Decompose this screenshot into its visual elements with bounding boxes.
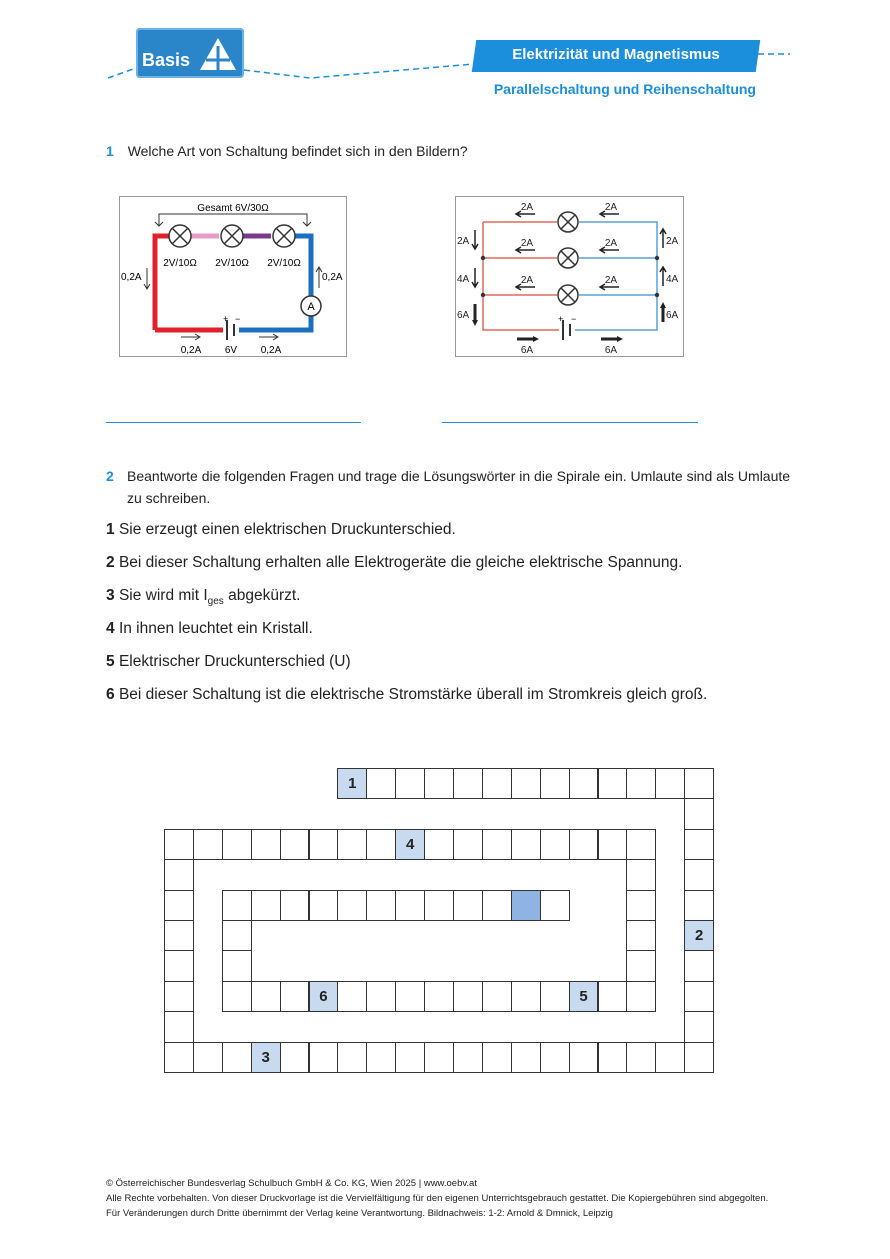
spiral-cell[interactable] [626, 950, 656, 981]
page-subtitle: Parallelschaltung und Reihenschaltung [493, 81, 756, 97]
footer [106, 1176, 768, 1221]
spiral-cell[interactable] [395, 768, 425, 799]
clue-6-number: 6 [106, 686, 115, 703]
spiral-cell[interactable] [482, 981, 512, 1012]
parallel-top-right-current: 2A [604, 202, 618, 213]
spiral-cell[interactable] [280, 1042, 310, 1073]
spiral-cell[interactable] [395, 1042, 425, 1073]
spiral-cell[interactable] [222, 890, 252, 921]
clue-5-text: Elektrischer Druckunterschied (U) [118, 653, 351, 670]
spiral-cell-start-5[interactable]: 5 [569, 981, 599, 1012]
spiral-cell[interactable] [222, 920, 252, 951]
spiral-cell[interactable] [482, 1042, 512, 1073]
spiral-cell[interactable] [309, 1042, 339, 1073]
spiral-cell[interactable] [164, 890, 194, 921]
spiral-cell[interactable] [626, 768, 656, 799]
spiral-cell[interactable] [569, 829, 599, 860]
spiral-cell[interactable] [164, 1042, 194, 1073]
spiral-cell[interactable] [424, 1042, 454, 1073]
spiral-cell[interactable] [684, 798, 714, 829]
spiral-cell[interactable] [251, 981, 281, 1012]
spiral-cell[interactable] [453, 829, 483, 860]
clue-1-text: Sie erzeugt einen elektrischen Druckunterschied. [118, 521, 456, 538]
spiral-cell[interactable] [164, 829, 194, 860]
spiral-cell[interactable] [424, 890, 454, 921]
clue-3-post: abgekürzt. [223, 587, 301, 604]
spiral-cell[interactable] [626, 920, 656, 951]
spiral-cell[interactable] [569, 1042, 599, 1073]
parallel-mid-right-current: 2A [604, 238, 618, 249]
footer-line-1: © Österreichischer Bundesverlag Schulbuch GmbH & Co. KG, Wien 2025 | www.oebv.at [106, 1178, 477, 1189]
parallel-top-left-current: 2A [520, 202, 534, 213]
task1-number: 1 [106, 143, 114, 159]
spiral-cell[interactable] [540, 981, 570, 1012]
spiral-cell[interactable] [337, 829, 367, 860]
parallel-mid-left-current: 2A [520, 238, 534, 249]
spiral-cell[interactable] [164, 920, 194, 951]
spiral-cell[interactable] [684, 1042, 714, 1073]
spiral-cell[interactable] [453, 981, 483, 1012]
spiral-cell[interactable] [366, 890, 396, 921]
spiral-cell-start-1[interactable]: 1 [337, 768, 367, 799]
spiral-cell[interactable] [453, 890, 483, 921]
spiral-cell[interactable] [511, 981, 541, 1012]
spiral-cell[interactable] [424, 829, 454, 860]
spiral-cell[interactable] [222, 981, 252, 1012]
spiral-cell-start-4[interactable]: 4 [395, 829, 425, 860]
spiral-cell[interactable] [684, 981, 714, 1012]
spiral-cell[interactable] [337, 981, 367, 1012]
series-minus: − [235, 314, 241, 324]
parallel-left-2a: 2A [457, 236, 470, 247]
spiral-cell[interactable] [569, 768, 599, 799]
spiral-cell[interactable] [222, 1042, 252, 1073]
spiral-cell[interactable] [164, 1011, 194, 1042]
spiral-cell-start-2[interactable]: 2 [684, 920, 714, 951]
spiral-cell[interactable] [482, 768, 512, 799]
spiral-cell[interactable] [626, 859, 656, 890]
series-current-right: 0,2A [322, 272, 343, 283]
spiral-cell[interactable] [626, 829, 656, 860]
spiral-cell[interactable] [598, 1042, 628, 1073]
spiral-cell[interactable] [540, 768, 570, 799]
clue-1-number: 1 [106, 521, 115, 538]
clue-5-number: 5 [106, 653, 115, 670]
spiral-cell[interactable] [164, 981, 194, 1012]
clue-3-sub: ges [207, 596, 224, 608]
spiral-cell[interactable] [366, 1042, 396, 1073]
spiral-cell[interactable] [251, 890, 281, 921]
series-lamp-3-label: 2V/10Ω [267, 258, 301, 269]
spiral-cell[interactable] [453, 1042, 483, 1073]
parallel-right-6a: 6A [666, 310, 679, 321]
series-lamp-2-label: 2V/10Ω [215, 258, 249, 269]
spiral-cell[interactable] [482, 829, 512, 860]
task2-text: Beantworte die folgenden Fragen und trage die Lösungswörter in die Spirale ein. Umlaute sind als Umlaute zu schreiben. [127, 468, 791, 506]
clue-2-text: Bei dieser Schaltung erhalten alle Elektrogeräte die gleiche elektrische Spannung. [118, 554, 683, 571]
spiral-cell[interactable] [280, 829, 310, 860]
spiral-cell[interactable] [193, 1042, 223, 1073]
spiral-cell[interactable] [309, 829, 339, 860]
spiral-cell[interactable] [395, 981, 425, 1012]
clue-3-number: 3 [106, 587, 115, 604]
spiral-cell[interactable] [164, 859, 194, 890]
spiral-cell[interactable] [280, 890, 310, 921]
task1-text: Welche Art von Schaltung befindet sich in den Bildern? [127, 143, 468, 159]
parallel-left-6a: 6A [457, 310, 470, 321]
parallel-left-4a: 4A [457, 274, 470, 285]
spiral-cell[interactable] [309, 890, 339, 921]
spiral-cell[interactable] [222, 829, 252, 860]
spiral-cell[interactable] [598, 981, 628, 1012]
spiral-cell-start-3[interactable]: 3 [251, 1042, 281, 1073]
spiral-cell[interactable] [366, 829, 396, 860]
clue-3-pre: Sie wird mit I [118, 587, 208, 604]
spiral-cell[interactable] [222, 950, 252, 981]
series-plus: + [223, 314, 229, 324]
footer-line-2: Alle Rechte vorbehalten. Von dieser Druckvorlage ist die Vervielfältigung für den eigenen Unterrichtsgebrauch gestattet. Die Kopiergebühren sind abgegolten. [106, 1193, 769, 1204]
spiral-cell[interactable] [366, 768, 396, 799]
clue-4-text: In ihnen leuchtet ein Kristall. [118, 620, 313, 637]
spiral-cell[interactable] [684, 890, 714, 921]
footer-line-3: Für Veränderungen durch Dritte übernimmt der Verlag keine Verantwortung. Bildnachweis: 1-2: Arnold & Dmnick, Leipzig [106, 1208, 613, 1219]
spiral-cell[interactable] [684, 859, 714, 890]
spiral-cell[interactable] [482, 890, 512, 921]
clue-6-text: Bei dieser Schaltung ist die elektrische Stromstärke überall im Stromkreis gleich groß. [118, 686, 708, 703]
page-title: Elektrizität und Magnetismus [512, 46, 720, 63]
spiral-cell-start-6[interactable]: 6 [309, 981, 339, 1012]
spiral-cell[interactable] [193, 829, 223, 860]
spiral-cell[interactable] [540, 890, 570, 921]
spiral-cell[interactable] [453, 768, 483, 799]
series-lamp-1-label: 2V/10Ω [163, 258, 197, 269]
parallel-bottom-left-current: 6A [520, 345, 534, 356]
spiral-cell[interactable] [540, 829, 570, 860]
spiral-cell[interactable] [164, 950, 194, 981]
spiral-cell[interactable] [424, 768, 454, 799]
spiral-cell[interactable] [511, 829, 541, 860]
spiral-cell[interactable] [424, 981, 454, 1012]
spiral-cell[interactable] [684, 768, 714, 799]
parallel-plus: + [558, 314, 564, 324]
series-current-bottom-right: 0,2A [260, 345, 282, 356]
logo-text: Basis [142, 50, 191, 70]
parallel-low-right-current: 2A [604, 275, 618, 286]
spiral-cell[interactable] [598, 768, 628, 799]
parallel-minus: − [571, 314, 577, 324]
spiral-cell[interactable] [626, 890, 656, 921]
spiral-cell[interactable] [655, 768, 685, 799]
clue-2-number: 2 [106, 554, 115, 571]
ammeter-label: A [307, 301, 315, 313]
spiral-cell[interactable] [540, 1042, 570, 1073]
spiral-cell[interactable] [626, 1042, 656, 1073]
task2-number: 2 [106, 468, 114, 484]
series-current-left: 0,2A [121, 272, 142, 283]
spiral-cell[interactable] [511, 768, 541, 799]
series-total-label: Gesamt 6V/30Ω [197, 203, 269, 214]
spiral-cell[interactable] [251, 829, 281, 860]
spiral-cell-end[interactable] [511, 890, 541, 921]
spiral-cell[interactable] [684, 1011, 714, 1042]
spiral-cell[interactable] [366, 981, 396, 1012]
spiral-cell[interactable] [598, 829, 628, 860]
parallel-low-left-current: 2A [520, 275, 534, 286]
spiral-cell[interactable] [395, 890, 425, 921]
spiral-cell[interactable] [280, 981, 310, 1012]
spiral-cell[interactable] [337, 1042, 367, 1073]
clue-4-number: 4 [106, 620, 115, 637]
series-current-bottom-left: 0,2A [180, 345, 202, 356]
parallel-right-2a: 2A [666, 236, 679, 247]
parallel-bottom-right-current: 6A [604, 345, 618, 356]
spiral-cell[interactable] [655, 1042, 685, 1073]
parallel-right-4a: 4A [666, 274, 679, 285]
spiral-cell[interactable] [684, 829, 714, 860]
series-voltage: 6V [224, 345, 238, 356]
spiral-cell[interactable] [511, 1042, 541, 1073]
spiral-cell[interactable] [337, 890, 367, 921]
spiral-cell[interactable] [684, 950, 714, 981]
spiral-cell[interactable] [626, 981, 656, 1012]
